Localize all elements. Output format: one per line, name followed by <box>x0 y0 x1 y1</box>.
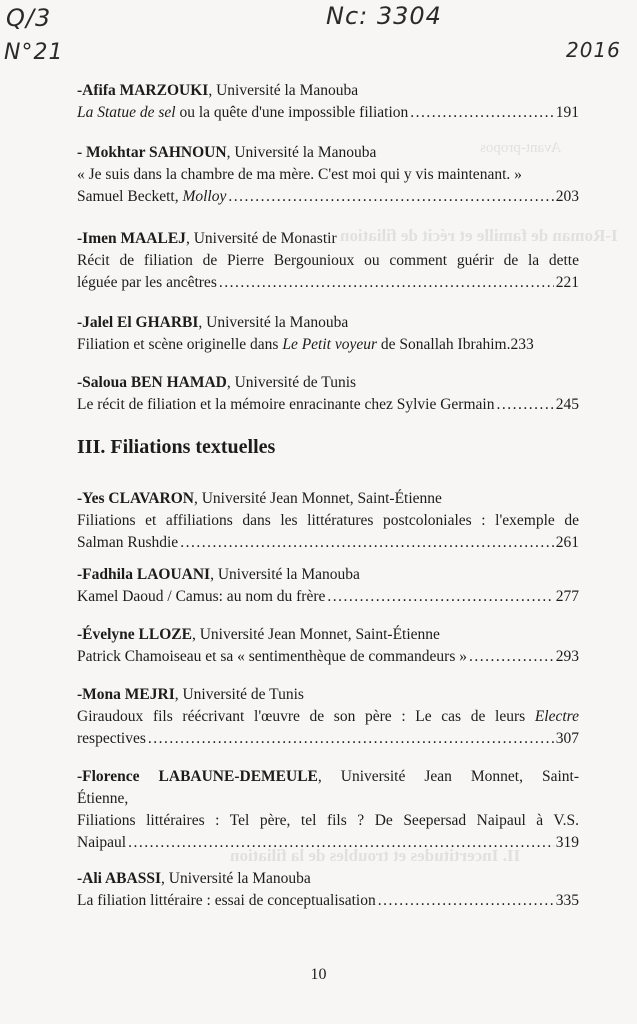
toc-title-line <box>77 706 579 728</box>
dot-leader <box>228 186 553 208</box>
affiliation: , Université Jean Monnet, Saint-Étienne <box>193 490 442 507</box>
affiliation: , Université la Manouba <box>208 82 359 99</box>
handwritten-year: 2016 <box>566 38 621 62</box>
author-name: -Imen MAALEJ <box>77 230 186 247</box>
affiliation: Étienne, <box>77 790 129 807</box>
title-text: Filiation et scène originelle dans <box>77 336 283 353</box>
title-text: Le récit de filiation et la mémoire enracinante chez Sylvie Germain <box>77 396 495 413</box>
title-italic: La Statue de sel <box>77 104 176 121</box>
author-name: -Afifa MARZOUKI <box>77 82 209 99</box>
dot-leader <box>219 272 554 294</box>
toc-entry <box>77 868 579 912</box>
toc-title-line <box>77 586 579 608</box>
toc-title-line <box>77 532 579 554</box>
toc-title-line <box>77 646 579 668</box>
title-italic: Molloy <box>182 188 227 205</box>
affiliation: , Université la Manouba <box>226 144 377 161</box>
toc-entry <box>77 142 579 208</box>
page-ref: 277 <box>555 588 579 605</box>
toc-title-line <box>77 102 579 124</box>
title-text: ou la quête d'une impossible filiation <box>175 104 409 121</box>
page-ref: 191 <box>555 104 579 121</box>
author-name: -Fadhila LAOUANI <box>77 566 211 583</box>
toc-title-line <box>77 186 579 208</box>
page-ref: 319 <box>555 834 579 851</box>
title-text: Filiations littéraires : Tel père, tel fils ? De Seepersad Naipaul à V.S. <box>77 812 579 829</box>
dot-leader <box>327 586 553 608</box>
affiliation: , Université la Manouba <box>161 870 311 887</box>
author-name: -Jalel El GHARBI <box>77 314 199 331</box>
toc-title-line <box>77 728 579 750</box>
toc-entry <box>77 228 579 294</box>
toc-title-line <box>77 394 579 416</box>
title-italic: Le Petit voyeur <box>282 336 378 353</box>
toc-entry <box>77 564 579 608</box>
title-text: respectives <box>77 730 146 747</box>
author-name: -Évelyne LLOZE <box>77 626 192 643</box>
author-name: -Saloua BEN HAMAD <box>77 374 227 391</box>
dot-leader <box>180 532 554 554</box>
bleed-through-line: I-Roman de famille et récit de filiation <box>340 226 618 245</box>
author-name: -Mona MEJRI <box>77 686 175 703</box>
section-heading: III. Filiations textuelles <box>77 436 276 458</box>
handwritten-number: N°21 <box>4 40 64 65</box>
title-text: de Sonallah Ibrahim.233 <box>377 336 534 353</box>
title-text: Kamel Daoud / Camus: au nom du frère <box>77 588 326 605</box>
bleed-through-line: Avant-propos <box>480 140 562 156</box>
handwritten-call-number: Nc: 3304 <box>326 2 442 30</box>
toc-title-line <box>77 890 579 912</box>
title-text: Salman Rushdie <box>77 534 179 551</box>
toc-entry <box>77 684 579 750</box>
affiliation: , Université Jean Monnet, Saint- <box>317 768 579 785</box>
toc-entry <box>77 624 579 668</box>
toc-entry <box>77 488 579 554</box>
author-name: - Mokhtar SAHNOUN <box>77 144 227 161</box>
bleed-through-line: II. Incertitudes et troubles de la filiation <box>230 846 521 865</box>
affiliation: , Université de Tunis <box>226 374 357 391</box>
title-italic: Electre <box>534 708 579 725</box>
title-text: Naipaul <box>77 834 127 851</box>
title-text: Giraudoux fils réécrivant l'œuvre de son père : Le cas de leurs <box>77 708 535 725</box>
page-ref: 307 <box>555 730 579 747</box>
page-ref: 335 <box>555 892 579 909</box>
dot-leader <box>410 102 553 124</box>
dot-leader <box>469 646 554 668</box>
title-text: léguée par les ancêtres <box>77 274 217 291</box>
page-ref: 261 <box>555 534 579 551</box>
dot-leader <box>496 394 553 416</box>
title-text: « Je suis dans la chambre de ma mère. C'est moi qui y vis maintenant. » <box>77 166 522 183</box>
title-text: Patrick Chamoiseau et sa « sentimenthèque de commandeurs » <box>77 648 467 665</box>
affiliation: , Université la Manouba <box>210 566 360 583</box>
toc-entry <box>77 766 579 854</box>
dot-leader <box>378 890 554 912</box>
author-name: -Yes CLAVARON <box>77 490 194 507</box>
toc-entry <box>77 372 579 416</box>
page-ref: 245 <box>555 396 579 413</box>
affiliation: , Université Jean Monnet, Saint-Étienne <box>191 626 440 643</box>
title-text: La filiation littéraire : essai de conceptualisation <box>77 892 376 909</box>
title-text: Récit de filiation de Pierre Bergounioux ou comment guérir de la dette <box>77 252 579 269</box>
dot-leader <box>128 832 554 854</box>
handwritten-shelfmark: Q/3 <box>6 4 52 32</box>
affiliation: , Université de Tunis <box>174 686 304 703</box>
toc-title-line <box>77 334 579 356</box>
affiliation: , Université la Manouba <box>198 314 349 331</box>
dot-leader <box>148 728 554 750</box>
author-name: -Florence LABAUNE-DEMEULE <box>77 768 318 785</box>
toc-title-line <box>77 832 579 854</box>
toc-title-line <box>77 272 579 294</box>
title-text: Filiations et affiliations dans les littératures postcoloniales : l'exemple de <box>77 512 579 529</box>
affiliation: , Université de Monastir <box>185 230 337 247</box>
page-ref: 203 <box>555 188 579 205</box>
toc-entry <box>77 80 579 124</box>
title-text: Samuel Beckett, <box>77 188 183 205</box>
author-name: -Ali ABASSI <box>77 870 161 887</box>
toc-entry <box>77 312 579 356</box>
page-ref: 221 <box>555 274 579 291</box>
page-number: 10 <box>310 966 327 983</box>
page-ref: 293 <box>555 648 579 665</box>
